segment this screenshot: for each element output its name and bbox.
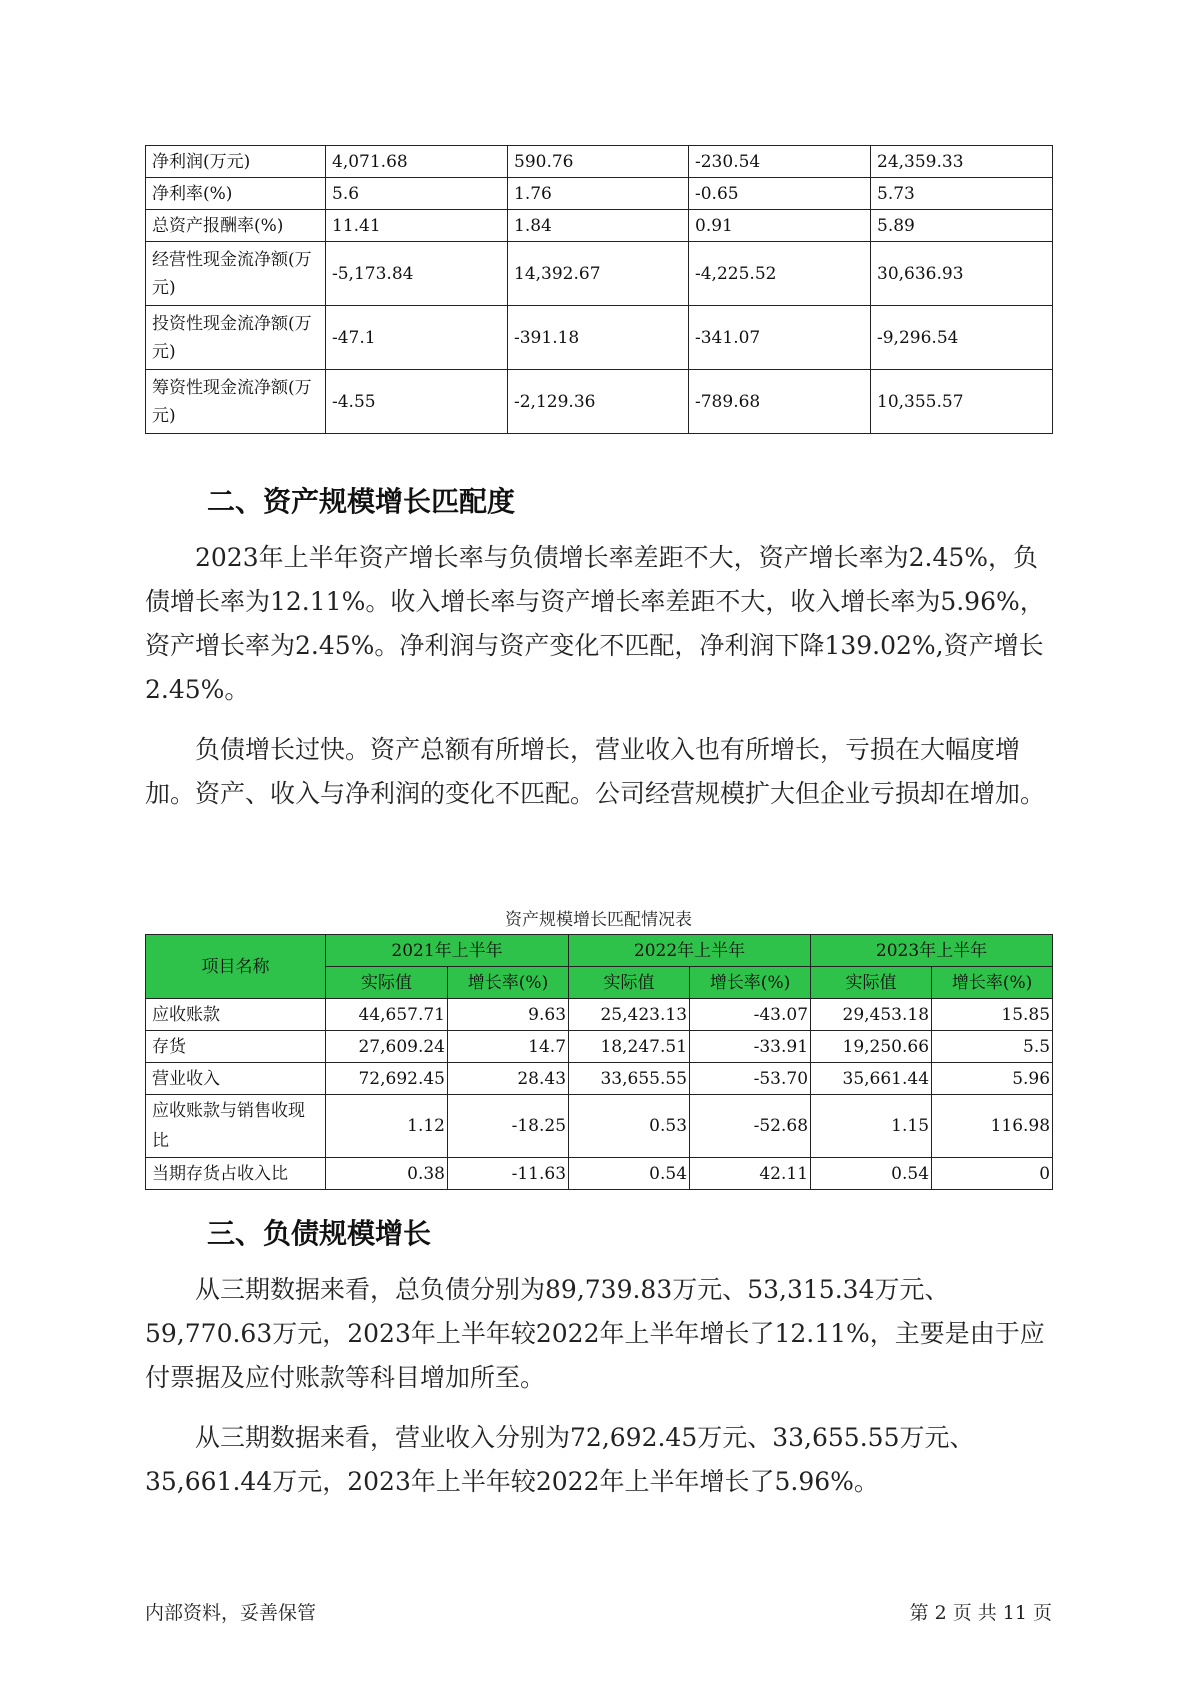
table-row xyxy=(146,999,1053,1031)
asset-growth-match-body xyxy=(146,999,1053,1190)
table-row xyxy=(146,1095,1053,1158)
row-label: 总资产报酬率(%) xyxy=(146,210,326,242)
table-row xyxy=(146,370,1053,434)
table-cell: 0.54 xyxy=(569,1158,690,1190)
table-cell: -5,173.84 xyxy=(326,242,508,306)
table-row xyxy=(146,306,1053,370)
actual-value-header: 实际值 xyxy=(811,967,932,999)
table-cell: 0.91 xyxy=(689,210,871,242)
period-header: 2022年上半年 xyxy=(569,935,811,967)
table-cell: -53.70 xyxy=(690,1063,811,1095)
row-label: 当期存货占收入比 xyxy=(146,1158,326,1190)
table-cell: 14,392.67 xyxy=(508,242,689,306)
asset-growth-match-table xyxy=(145,934,1053,1190)
financial-indicators-body xyxy=(146,146,1053,434)
table-cell: -341.07 xyxy=(689,306,871,370)
section2-paragraph-1: 2023年上半年资产增长率与负债增长率差距不大，资产增长率为2.45%，负债增长率为12.11%。收入增长率与资产增长率差距不大，收入增长率为5.96%，资产增长率为2.45%。净利润与资产变化不匹配，净利润下降139.02%,资产增长2.45%。 xyxy=(145,543,1045,704)
table-cell: 590.76 xyxy=(508,146,689,178)
table-cell: 25,423.13 xyxy=(569,999,690,1031)
table-cell: 33,655.55 xyxy=(569,1063,690,1095)
table-cell: 9.63 xyxy=(448,999,569,1031)
table-cell: 0.54 xyxy=(811,1158,932,1190)
row-label: 投资性现金流净额(万元) xyxy=(146,306,326,370)
footer-page-number: 第 2 页 共 11 页 xyxy=(909,1602,1052,1624)
table-cell: 29,453.18 xyxy=(811,999,932,1031)
row-label: 经营性现金流净额(万元) xyxy=(146,242,326,306)
table-cell: 0.38 xyxy=(326,1158,448,1190)
row-label: 应收账款 xyxy=(146,999,326,1031)
section2-text xyxy=(145,536,1057,816)
table-row xyxy=(146,1063,1053,1095)
row-label: 应收账款与销售收现比 xyxy=(146,1095,326,1158)
table-cell: -11.63 xyxy=(448,1158,569,1190)
table-cell: 1.84 xyxy=(508,210,689,242)
table-cell: 5.73 xyxy=(871,178,1053,210)
actual-value-header: 实际值 xyxy=(569,967,690,999)
financial-indicators-table xyxy=(145,145,1053,434)
growth-rate-header: 增长率(%) xyxy=(690,967,811,999)
item-name-header: 项目名称 xyxy=(146,935,326,999)
section2-paragraph-2: 负债增长过快。资产总额有所增长，营业收入也有所增长，亏损在大幅度增加。资产、收入与净利润的变化不匹配。公司经营规模扩大但企业亏损却在增加。 xyxy=(145,735,1046,808)
table-cell: 0.53 xyxy=(569,1095,690,1158)
table-cell: 0 xyxy=(932,1158,1053,1190)
table-cell: -789.68 xyxy=(689,370,871,434)
table-cell: 24,359.33 xyxy=(871,146,1053,178)
period-header: 2023年上半年 xyxy=(811,935,1053,967)
table-cell: 1.12 xyxy=(326,1095,448,1158)
table-cell: 5.5 xyxy=(932,1031,1053,1063)
table-cell: 1.76 xyxy=(508,178,689,210)
table-cell: -47.1 xyxy=(326,306,508,370)
section3-paragraph-2: 从三期数据来看，营业收入分别为72,692.45万元、33,655.55万元、35,661.44万元，2023年上半年较2022年上半年增长了5.96%。 xyxy=(145,1423,975,1496)
table-cell: 18,247.51 xyxy=(569,1031,690,1063)
table-cell: 28.43 xyxy=(448,1063,569,1095)
table-cell: -0.65 xyxy=(689,178,871,210)
table-cell: 27,609.24 xyxy=(326,1031,448,1063)
row-label: 营业收入 xyxy=(146,1063,326,1095)
footer-confidential-note: 内部资料，妥善保管 xyxy=(145,1602,317,1624)
table2-caption: 资产规模增长匹配情况表 xyxy=(505,910,692,930)
section3-paragraph-1: 从三期数据来看，总负债分别为89,739.83万元、53,315.34万元、59,770.63万元，2023年上半年较2022年上半年增长了12.11%，主要是由于应付票据及应付账款等科目增加所至。 xyxy=(145,1275,1045,1392)
row-label: 存货 xyxy=(146,1031,326,1063)
table-cell: -33.91 xyxy=(690,1031,811,1063)
section3-text xyxy=(145,1268,1057,1504)
row-label: 净利率(%) xyxy=(146,178,326,210)
table-cell: -4,225.52 xyxy=(689,242,871,306)
table-row xyxy=(146,1158,1053,1190)
table-cell: 15.85 xyxy=(932,999,1053,1031)
table-cell: 42.11 xyxy=(690,1158,811,1190)
actual-value-header: 实际值 xyxy=(326,967,448,999)
table-cell: 30,636.93 xyxy=(871,242,1053,306)
table-cell: 1.15 xyxy=(811,1095,932,1158)
table-cell: -43.07 xyxy=(690,999,811,1031)
table-cell: -18.25 xyxy=(448,1095,569,1158)
table-row xyxy=(146,1031,1053,1063)
table-cell: 4,071.68 xyxy=(326,146,508,178)
table-row xyxy=(146,178,1053,210)
table-row xyxy=(146,210,1053,242)
growth-rate-header: 增长率(%) xyxy=(932,967,1053,999)
table-cell: 14.7 xyxy=(448,1031,569,1063)
table-cell: -230.54 xyxy=(689,146,871,178)
table-cell: 35,661.44 xyxy=(811,1063,932,1095)
section2-heading: 二、资产规模增长匹配度 xyxy=(207,485,516,518)
table-cell: 72,692.45 xyxy=(326,1063,448,1095)
period-header: 2021年上半年 xyxy=(326,935,569,967)
table-cell: 19,250.66 xyxy=(811,1031,932,1063)
table-row xyxy=(146,146,1053,178)
table-cell: -2,129.36 xyxy=(508,370,689,434)
table-cell: 11.41 xyxy=(326,210,508,242)
table-cell: -52.68 xyxy=(690,1095,811,1158)
table-cell: 5.6 xyxy=(326,178,508,210)
table-cell: 5.96 xyxy=(932,1063,1053,1095)
growth-rate-header: 增长率(%) xyxy=(448,967,569,999)
table-cell: 44,657.71 xyxy=(326,999,448,1031)
section3-heading: 三、负债规模增长 xyxy=(207,1217,432,1250)
table-cell: -391.18 xyxy=(508,306,689,370)
table-cell: 10,355.57 xyxy=(871,370,1053,434)
table-cell: 116.98 xyxy=(932,1095,1053,1158)
table-cell: 5.89 xyxy=(871,210,1053,242)
row-label: 筹资性现金流净额(万元) xyxy=(146,370,326,434)
table-row xyxy=(146,242,1053,306)
row-label: 净利润(万元) xyxy=(146,146,326,178)
table-cell: -4.55 xyxy=(326,370,508,434)
asset-growth-match-header xyxy=(146,935,1053,999)
table-cell: -9,296.54 xyxy=(871,306,1053,370)
